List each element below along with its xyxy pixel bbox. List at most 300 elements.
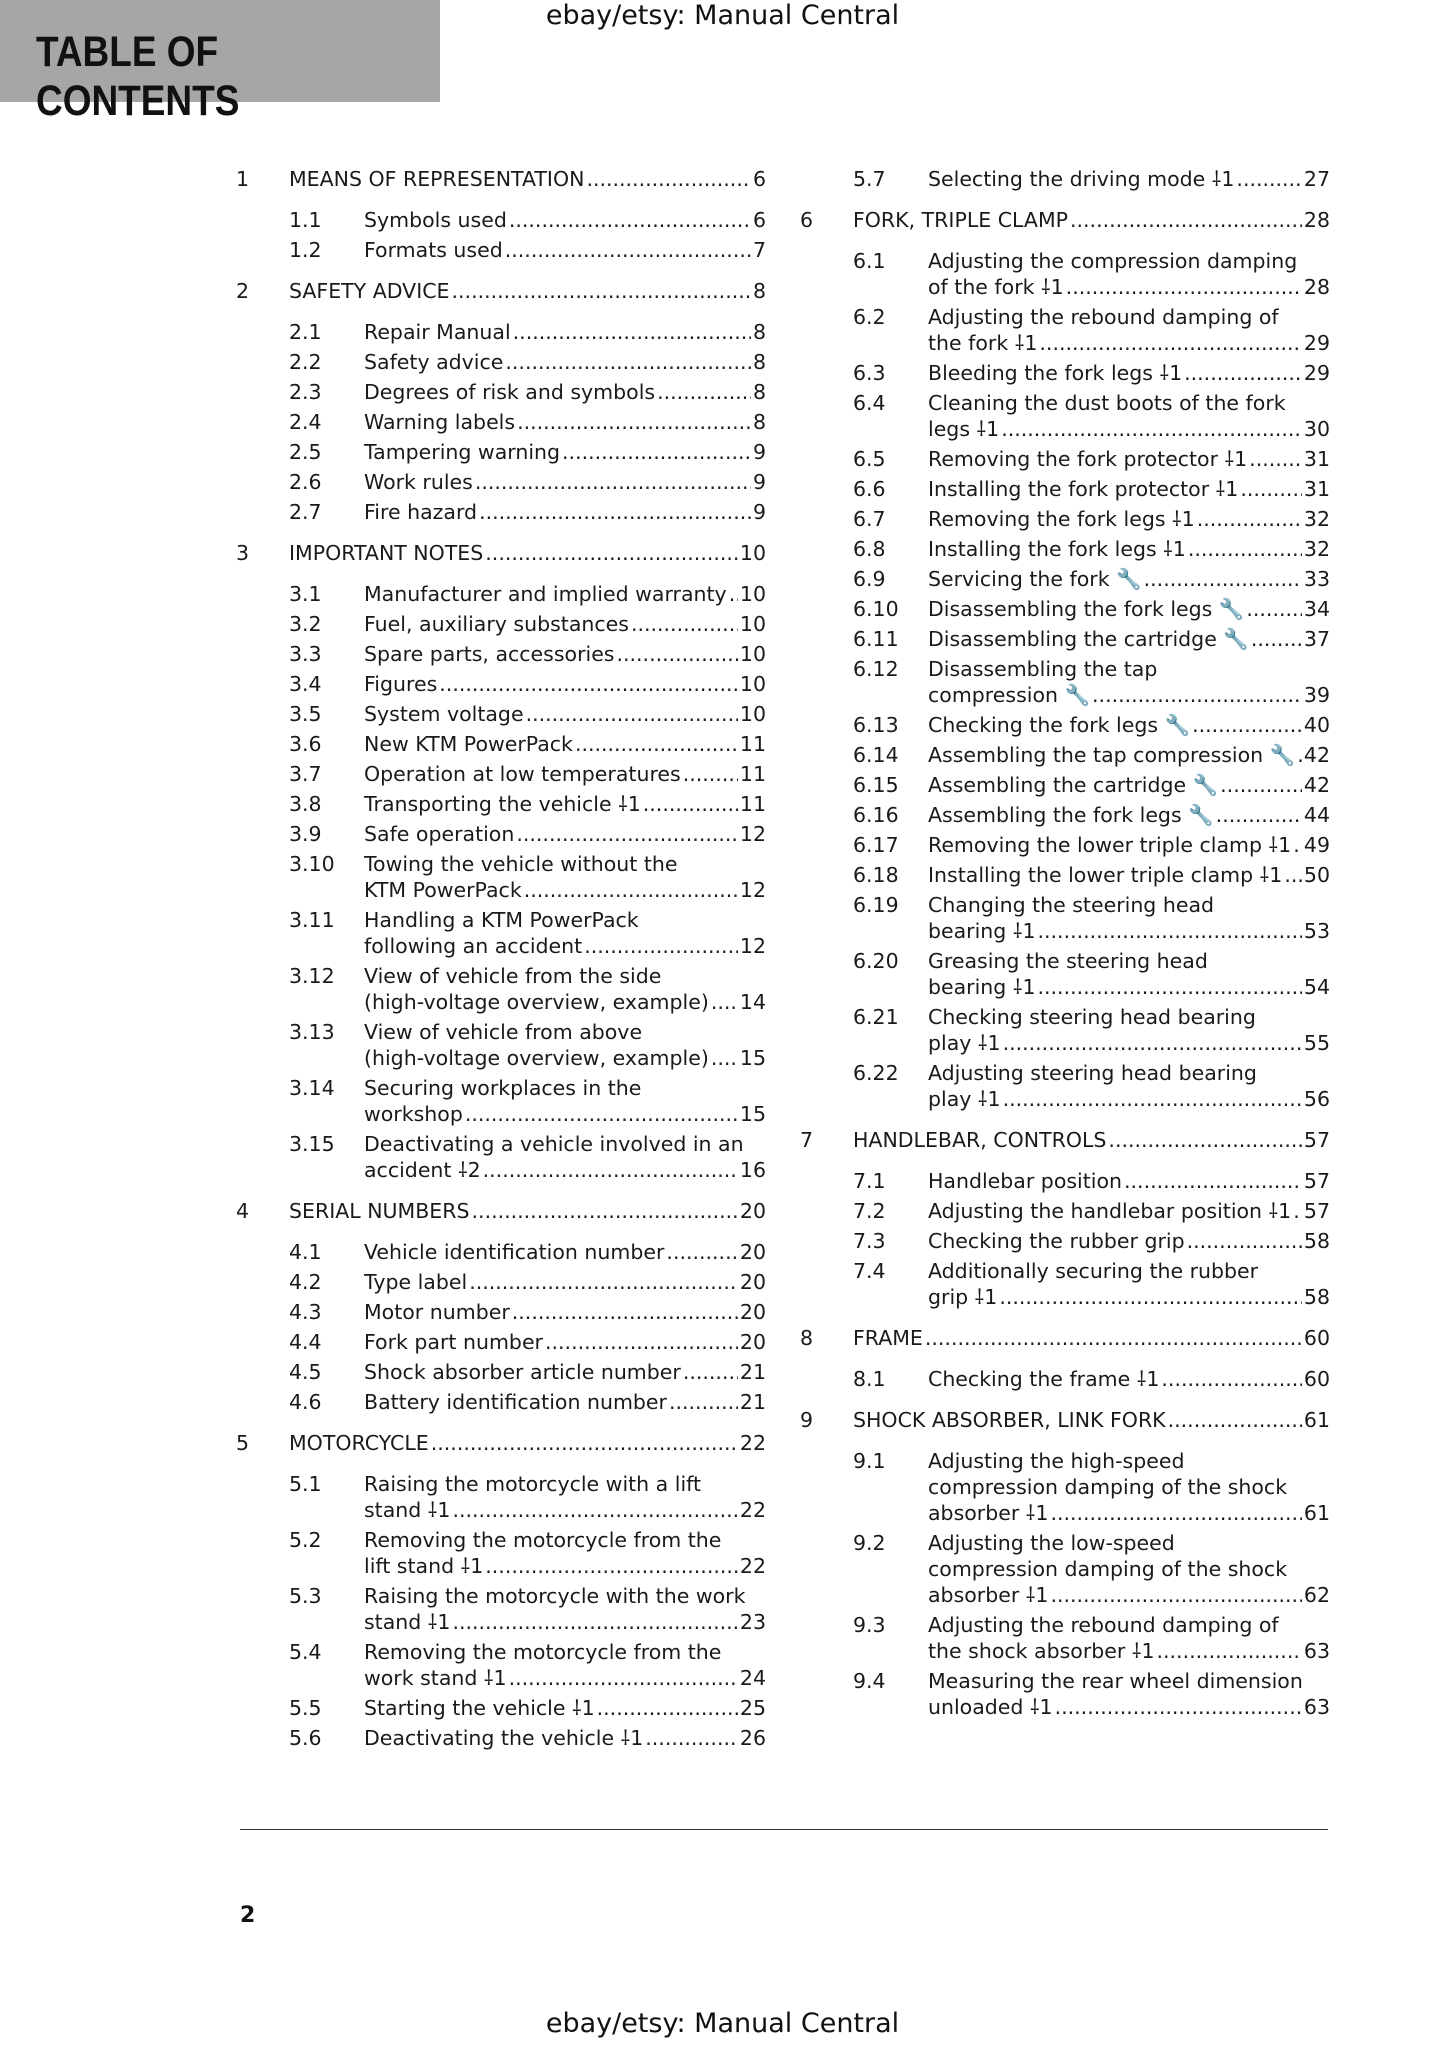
dot-leader <box>711 1045 738 1071</box>
toc-entry-title: compression damping of the shock <box>928 1557 1288 1581</box>
dot-leader <box>475 469 751 495</box>
dot-leader <box>526 701 738 727</box>
dot-leader <box>1092 682 1302 708</box>
toc-entry-page: 34 <box>1303 597 1330 621</box>
toc-entry-number: 4.2 <box>289 1270 322 1294</box>
toc-section[interactable] <box>800 712 1330 738</box>
toc-entry-title: absorber ⸸1 <box>928 1583 1049 1607</box>
toc-entry-number: 6.10 <box>853 597 899 621</box>
toc-section[interactable] <box>800 446 1330 472</box>
dot-leader <box>643 791 738 817</box>
toc-entry-page: 60 <box>1303 1326 1330 1350</box>
toc-entry-title: accident ⸸2 <box>364 1158 481 1182</box>
toc-entry-title: Formats used <box>364 238 503 262</box>
toc-entry-page: 22 <box>739 1498 766 1522</box>
toc-entry-page: 24 <box>739 1666 766 1690</box>
toc-entry-page: 8 <box>752 279 766 303</box>
dot-leader <box>1108 1127 1301 1153</box>
dot-leader <box>669 1389 738 1415</box>
toc-section[interactable] <box>236 1019 766 1071</box>
toc-section[interactable] <box>236 641 766 667</box>
dot-leader <box>1216 802 1302 828</box>
page-number: 2 <box>240 1903 256 1928</box>
toc-entry-title: (high-voltage overview, example) <box>364 990 709 1014</box>
dot-leader <box>1220 772 1302 798</box>
dot-leader <box>666 1239 737 1265</box>
toc-section[interactable] <box>236 1527 766 1579</box>
toc-entry-title: Symbols used <box>364 208 507 232</box>
toc-entry-page: 11 <box>739 792 766 816</box>
toc-chapter[interactable] <box>236 1430 766 1456</box>
toc-entry-title: KTM PowerPack <box>364 878 522 902</box>
toc-section[interactable] <box>236 1075 766 1127</box>
toc-section[interactable] <box>800 248 1330 300</box>
toc-section[interactable] <box>236 1583 766 1635</box>
toc-entry-title: work stand ⸸1 <box>364 1666 507 1690</box>
toc-section[interactable] <box>236 349 766 375</box>
toc-entry-page: 22 <box>739 1554 766 1578</box>
dot-leader <box>1055 1694 1302 1720</box>
toc-entry-title: Selecting the driving mode ⸸1 <box>928 167 1235 191</box>
dot-leader <box>431 1430 738 1456</box>
toc-entry-number: 8.1 <box>853 1367 886 1391</box>
toc-section[interactable] <box>800 1612 1330 1664</box>
toc-entry-title: grip ⸸1 <box>928 1285 998 1309</box>
dot-leader <box>465 1101 738 1127</box>
toc-section[interactable] <box>800 360 1330 386</box>
toc-section[interactable] <box>800 892 1330 944</box>
toc-entry-number: 7 <box>800 1128 814 1152</box>
toc-entry-title: Battery identification number <box>364 1390 667 1414</box>
toc-section[interactable] <box>236 409 766 435</box>
toc-entry-number: 3.1 <box>289 582 322 606</box>
toc-entry-page: 58 <box>1303 1285 1330 1309</box>
dot-leader <box>1003 1086 1302 1112</box>
toc-entry-title: IMPORTANT NOTES <box>289 541 484 565</box>
toc-section[interactable] <box>236 1725 766 1751</box>
toc-section[interactable] <box>800 1168 1330 1194</box>
toc-entry-title: Work rules <box>364 470 473 494</box>
toc-section[interactable] <box>800 506 1330 532</box>
toc-entry-page: 37 <box>1303 627 1330 651</box>
toc-entry-title: Repair Manual <box>364 320 511 344</box>
toc-section[interactable] <box>800 536 1330 562</box>
toc-entry-title: Transporting the vehicle ⸸1 <box>364 792 641 816</box>
toc-entry-title: Assembling the fork legs 🔧 <box>928 803 1214 827</box>
toc-entry-title: Checking the rubber grip <box>928 1229 1185 1253</box>
toc-column-left <box>236 166 766 1755</box>
dot-leader <box>469 1269 738 1295</box>
toc-entry-title: Assembling the tap compression 🔧 <box>928 743 1296 767</box>
toc-entry-title: Operation at low temperatures <box>364 762 681 786</box>
toc-section[interactable] <box>800 1530 1330 1608</box>
toc-entry-title: Installing the fork legs ⸸1 <box>928 537 1186 561</box>
dot-leader <box>516 821 738 847</box>
toc-entry-title: unloaded ⸸1 <box>928 1695 1053 1719</box>
toc-entry-number: 6.3 <box>853 361 886 385</box>
toc-entry-title: Handling a KTM PowerPack <box>364 908 639 932</box>
toc-entry-number: 7.4 <box>853 1259 886 1283</box>
dot-leader <box>1184 360 1302 386</box>
toc-entry-title: Checking the frame ⸸1 <box>928 1367 1160 1391</box>
toc-entry-number: 6.22 <box>853 1061 899 1085</box>
toc-section[interactable] <box>236 1269 766 1295</box>
toc-entry-page: 6 <box>752 167 766 191</box>
toc-entry-number: 3.11 <box>289 908 335 932</box>
dot-leader <box>562 439 751 465</box>
toc-chapter[interactable] <box>236 540 766 566</box>
toc-entry-title: Servicing the fork 🔧 <box>928 567 1142 591</box>
toc-entry-page: 31 <box>1303 477 1330 501</box>
dot-leader <box>683 761 738 787</box>
toc-entry-number: 3 <box>236 541 250 565</box>
toc-entry-title: lift stand ⸸1 <box>364 1554 484 1578</box>
toc-entry-page: 57 <box>1303 1169 1330 1193</box>
toc-entry-page: 9 <box>752 440 766 464</box>
toc-entry-title: Installing the lower triple clamp ⸸1 <box>928 863 1283 887</box>
toc-entry-number: 3.4 <box>289 672 322 696</box>
toc-entry-title: Handlebar position <box>928 1169 1123 1193</box>
toc-section[interactable] <box>236 1239 766 1265</box>
toc-entry-number: 6.16 <box>853 803 899 827</box>
dot-leader <box>1240 476 1302 502</box>
toc-entry-number: 2.6 <box>289 470 322 494</box>
toc-section[interactable] <box>236 907 766 959</box>
toc-section[interactable] <box>236 791 766 817</box>
dot-leader <box>657 379 751 405</box>
toc-entry-number: 6.6 <box>853 477 886 501</box>
toc-section[interactable] <box>800 802 1330 828</box>
dot-leader <box>683 1359 738 1385</box>
dot-leader <box>1293 832 1302 858</box>
toc-entry-page: 21 <box>739 1360 766 1384</box>
toc-entry-page: 57 <box>1303 1199 1330 1223</box>
toc-entry-page: 54 <box>1303 975 1330 999</box>
toc-entry-page: 28 <box>1303 208 1330 232</box>
toc-entry-title: bearing ⸸1 <box>928 919 1036 943</box>
toc-entry-title: compression damping of the shock <box>928 1475 1288 1499</box>
toc-section[interactable] <box>800 832 1330 858</box>
toc-section[interactable] <box>800 166 1330 192</box>
toc-entry-title: Spare parts, accessories <box>364 642 615 666</box>
dot-leader <box>545 1329 738 1355</box>
toc-entry-title: Adjusting the low-speed <box>928 1531 1175 1555</box>
toc-entry-page: 20 <box>739 1300 766 1324</box>
toc-entry-number: 2.2 <box>289 350 322 374</box>
dot-leader <box>1124 1168 1302 1194</box>
toc-entry-page: 8 <box>752 380 766 404</box>
toc-entry-title: Raising the motorcycle with the work <box>364 1584 746 1608</box>
toc-entry-title: Disassembling the fork legs 🔧 <box>928 597 1245 621</box>
toc-entry-title: Bleeding the fork legs ⸸1 <box>928 361 1183 385</box>
toc-entry-title: Securing workplaces in the <box>364 1076 642 1100</box>
toc-section[interactable] <box>236 1639 766 1691</box>
toc-entry-title: stand ⸸1 <box>364 1610 451 1634</box>
toc-entry-number: 2.7 <box>289 500 322 524</box>
toc-chapter[interactable] <box>800 1325 1330 1351</box>
toc-entry-number: 4.5 <box>289 1360 322 1384</box>
dot-leader <box>1297 742 1302 768</box>
toc-entry-title: Removing the motorcycle from the <box>364 1640 722 1664</box>
dot-leader <box>505 237 751 263</box>
toc-section[interactable] <box>236 1359 766 1385</box>
toc-entry-number: 1 <box>236 167 250 191</box>
toc-entry-title: Safety advice <box>364 350 504 374</box>
toc-entry-number: 6.19 <box>853 893 899 917</box>
toc-entry-title: Removing the fork legs ⸸1 <box>928 507 1195 531</box>
toc-section[interactable] <box>800 1258 1330 1310</box>
dot-leader <box>479 499 751 525</box>
toc-entry-page: 6 <box>752 208 766 232</box>
toc-entry-title: Adjusting steering head bearing <box>928 1061 1257 1085</box>
dot-leader <box>524 877 738 903</box>
toc-section[interactable] <box>236 963 766 1015</box>
toc-entry-title: Adjusting the rebound damping of <box>928 1613 1279 1637</box>
toc-entry-page: 15 <box>739 1102 766 1126</box>
toc-entry-page: 8 <box>752 350 766 374</box>
toc-entry-title: bearing ⸸1 <box>928 975 1036 999</box>
toc-section[interactable] <box>800 948 1330 1000</box>
dot-leader <box>1284 862 1302 888</box>
toc-section[interactable] <box>236 671 766 697</box>
toc-entry-title: Safe operation <box>364 822 515 846</box>
toc-entry-number: 4.6 <box>289 1390 322 1414</box>
toc-entry-number: 1.2 <box>289 238 322 262</box>
toc-section[interactable] <box>800 390 1330 442</box>
toc-section[interactable] <box>800 656 1330 708</box>
toc-section[interactable] <box>800 566 1330 592</box>
toc-entry-number: 2.1 <box>289 320 322 344</box>
toc-entry-page: 8 <box>752 320 766 344</box>
toc-section[interactable] <box>800 596 1330 622</box>
dot-leader <box>586 166 751 192</box>
dot-leader <box>1161 1366 1302 1392</box>
toc-entry-number: 3.15 <box>289 1132 335 1156</box>
toc-entry-page: 27 <box>1303 167 1330 191</box>
toc-section[interactable] <box>800 1448 1330 1526</box>
toc-entry-number: 5 <box>236 1431 250 1455</box>
dot-leader <box>645 1725 738 1751</box>
dot-leader <box>1187 1228 1302 1254</box>
toc-entry-title: FRAME <box>853 1326 923 1350</box>
toc-entry-page: 28 <box>1303 275 1330 299</box>
toc-entry-page: 10 <box>739 642 766 666</box>
toc-section[interactable] <box>236 499 766 525</box>
toc-entry-title: Disassembling the cartridge 🔧 <box>928 627 1249 651</box>
toc-entry-number: 4.3 <box>289 1300 322 1324</box>
toc-entry-number: 3.14 <box>289 1076 335 1100</box>
toc-entry-title: (high-voltage overview, example) <box>364 1046 709 1070</box>
toc-entry-title: System voltage <box>364 702 524 726</box>
toc-entry-page: 12 <box>739 878 766 902</box>
toc-section[interactable] <box>236 761 766 787</box>
toc-section[interactable] <box>800 304 1330 356</box>
toc-section[interactable] <box>236 581 766 607</box>
toc-section[interactable] <box>800 1004 1330 1056</box>
toc-entry-page: 20 <box>739 1199 766 1223</box>
toc-section[interactable] <box>236 701 766 727</box>
toc-entry-title: the fork ⸸1 <box>928 331 1038 355</box>
toc-entry-page: 11 <box>739 732 766 756</box>
toc-entry-title: Vehicle identification number <box>364 1240 665 1264</box>
dot-leader <box>512 1299 738 1325</box>
toc-section[interactable] <box>236 1329 766 1355</box>
toc-entry-title: Removing the motorcycle from the <box>364 1528 722 1552</box>
toc-entry-title: Checking steering head bearing <box>928 1005 1256 1029</box>
toc-section[interactable] <box>236 821 766 847</box>
toc-section[interactable] <box>236 319 766 345</box>
dot-leader <box>1050 1582 1301 1608</box>
toc-entry-page: 16 <box>739 1158 766 1182</box>
toc-entry-number: 2 <box>236 279 250 303</box>
dot-leader <box>509 207 751 233</box>
toc-chapter[interactable] <box>236 1198 766 1224</box>
toc-section[interactable] <box>236 439 766 465</box>
dot-leader <box>1249 446 1302 472</box>
toc-section[interactable] <box>800 1228 1330 1254</box>
toc-entry-title: Type label <box>364 1270 468 1294</box>
toc-entry-number: 6.15 <box>853 773 899 797</box>
toc-entry-title: Removing the lower triple clamp ⸸1 <box>928 833 1292 857</box>
toc-entry-number: 9.2 <box>853 1531 886 1555</box>
toc-section[interactable] <box>236 207 766 233</box>
page-title: TABLE OF CONTENTS <box>36 28 240 125</box>
toc-section[interactable] <box>236 469 766 495</box>
toc-entry-title: play ⸸1 <box>928 1087 1001 1111</box>
toc-entry-title: Greasing the steering head <box>928 949 1208 973</box>
toc-section[interactable] <box>800 1060 1330 1112</box>
toc-section[interactable] <box>236 1131 766 1183</box>
toc-entry-title: play ⸸1 <box>928 1031 1001 1055</box>
dot-leader <box>616 641 737 667</box>
toc-entry-title: SAFETY ADVICE <box>289 279 450 303</box>
toc-entry-title: Raising the motorcycle with a lift <box>364 1472 702 1496</box>
header-banner <box>0 0 440 125</box>
toc-entry-title: MOTORCYCLE <box>289 1431 429 1455</box>
toc-entry-title: legs ⸸1 <box>928 417 1000 441</box>
toc-entry-page: 49 <box>1303 833 1330 857</box>
toc-entry-number: 5.2 <box>289 1528 322 1552</box>
toc-section[interactable] <box>236 1695 766 1721</box>
toc-section[interactable] <box>800 862 1330 888</box>
toc-entry-title: compression 🔧 <box>928 683 1091 707</box>
toc-entry-title: stand ⸸1 <box>364 1498 451 1522</box>
dot-leader <box>711 989 738 1015</box>
toc-entry-title: MEANS OF REPRESENTATION <box>289 167 585 191</box>
toc-entry-title: Fuel, auxiliary substances <box>364 612 629 636</box>
toc-entry-page: 20 <box>739 1270 766 1294</box>
toc-entry-number: 4.4 <box>289 1330 322 1354</box>
toc-entry-title: HANDLEBAR, CONTROLS <box>853 1128 1107 1152</box>
toc-entry-page: 40 <box>1303 713 1330 737</box>
toc-entry-title: SERIAL NUMBERS <box>289 1199 470 1223</box>
toc-section[interactable] <box>236 1299 766 1325</box>
toc-entry-number: 9.3 <box>853 1613 886 1637</box>
toc-entry-title: Adjusting the handlebar position ⸸1 <box>928 1199 1292 1223</box>
toc-entry-page: 44 <box>1303 803 1330 827</box>
toc-entry-page: 12 <box>739 934 766 958</box>
toc-entry-page: 14 <box>739 990 766 1014</box>
toc-entry-title: Changing the steering head <box>928 893 1215 917</box>
toc-entry-number: 9 <box>800 1408 814 1432</box>
dot-leader <box>1293 1198 1302 1224</box>
toc-section[interactable] <box>236 611 766 637</box>
toc-section[interactable] <box>800 742 1330 768</box>
toc-entry-page: 20 <box>739 1240 766 1264</box>
toc-entry-page: 22 <box>739 1431 766 1455</box>
dot-leader <box>452 1497 737 1523</box>
toc-entry-page: 32 <box>1303 507 1330 531</box>
toc-entry-title: Adjusting the high-speed <box>928 1449 1185 1473</box>
toc-chapter[interactable] <box>800 207 1330 233</box>
toc-entry-number: 3.10 <box>289 852 335 876</box>
toc-entry-page: 58 <box>1303 1229 1330 1253</box>
toc-entry-page: 8 <box>752 410 766 434</box>
toc-entry-page: 11 <box>739 762 766 786</box>
dot-leader <box>1038 974 1302 1000</box>
toc-section[interactable] <box>800 626 1330 652</box>
dot-leader <box>1039 330 1302 356</box>
toc-section[interactable] <box>236 1471 766 1523</box>
toc-entry-number: 3.13 <box>289 1020 335 1044</box>
toc-chapter[interactable] <box>236 278 766 304</box>
toc-entry-page: 55 <box>1303 1031 1330 1055</box>
toc-entry-number: 3.7 <box>289 762 322 786</box>
toc-section[interactable] <box>800 476 1330 502</box>
toc-entry-page: 57 <box>1303 1128 1330 1152</box>
toc-entry-number: 9.1 <box>853 1449 886 1473</box>
toc-entry-title: FORK, TRIPLE CLAMP <box>853 208 1068 232</box>
toc-section[interactable] <box>800 772 1330 798</box>
toc-entry-title: Deactivating the vehicle ⸸1 <box>364 1726 644 1750</box>
toc-entry-number: 4.1 <box>289 1240 322 1264</box>
toc-chapter[interactable] <box>236 166 766 192</box>
toc-section[interactable] <box>236 379 766 405</box>
toc-entry-title: Additionally securing the rubber <box>928 1259 1259 1283</box>
dot-leader <box>517 409 751 435</box>
toc-entry-number: 6.8 <box>853 537 886 561</box>
toc-column-right <box>800 166 1330 1724</box>
toc-section[interactable] <box>800 1668 1330 1720</box>
toc-entry-number: 6.9 <box>853 567 886 591</box>
toc-entry-title: Adjusting the compression damping <box>928 249 1298 273</box>
toc-entry-page: 53 <box>1303 919 1330 943</box>
toc-entry-number: 6.2 <box>853 305 886 329</box>
toc-entry-number: 2.3 <box>289 380 322 404</box>
toc-entry-number: 6.17 <box>853 833 899 857</box>
dot-leader <box>575 731 738 757</box>
toc-section[interactable] <box>236 851 766 903</box>
toc-entry-page: 25 <box>739 1696 766 1720</box>
toc-section[interactable] <box>236 731 766 757</box>
toc-section[interactable] <box>236 1389 766 1415</box>
dot-leader <box>925 1325 1302 1351</box>
toc-section[interactable] <box>236 237 766 263</box>
toc-entry-number: 5.1 <box>289 1472 322 1496</box>
toc-chapter[interactable] <box>800 1407 1330 1433</box>
toc-entry-number: 3.6 <box>289 732 322 756</box>
toc-entry-title: Tampering warning <box>364 440 561 464</box>
toc-entry-number: 5.4 <box>289 1640 322 1664</box>
dot-leader <box>509 1665 738 1691</box>
toc-section[interactable] <box>800 1366 1330 1392</box>
toc-entry-number: 3.9 <box>289 822 322 846</box>
footer-divider <box>240 1829 1328 1830</box>
toc-section[interactable] <box>800 1198 1330 1224</box>
toc-entry-number: 3.2 <box>289 612 322 636</box>
dot-leader <box>1157 1638 1302 1664</box>
toc-chapter[interactable] <box>800 1127 1330 1153</box>
